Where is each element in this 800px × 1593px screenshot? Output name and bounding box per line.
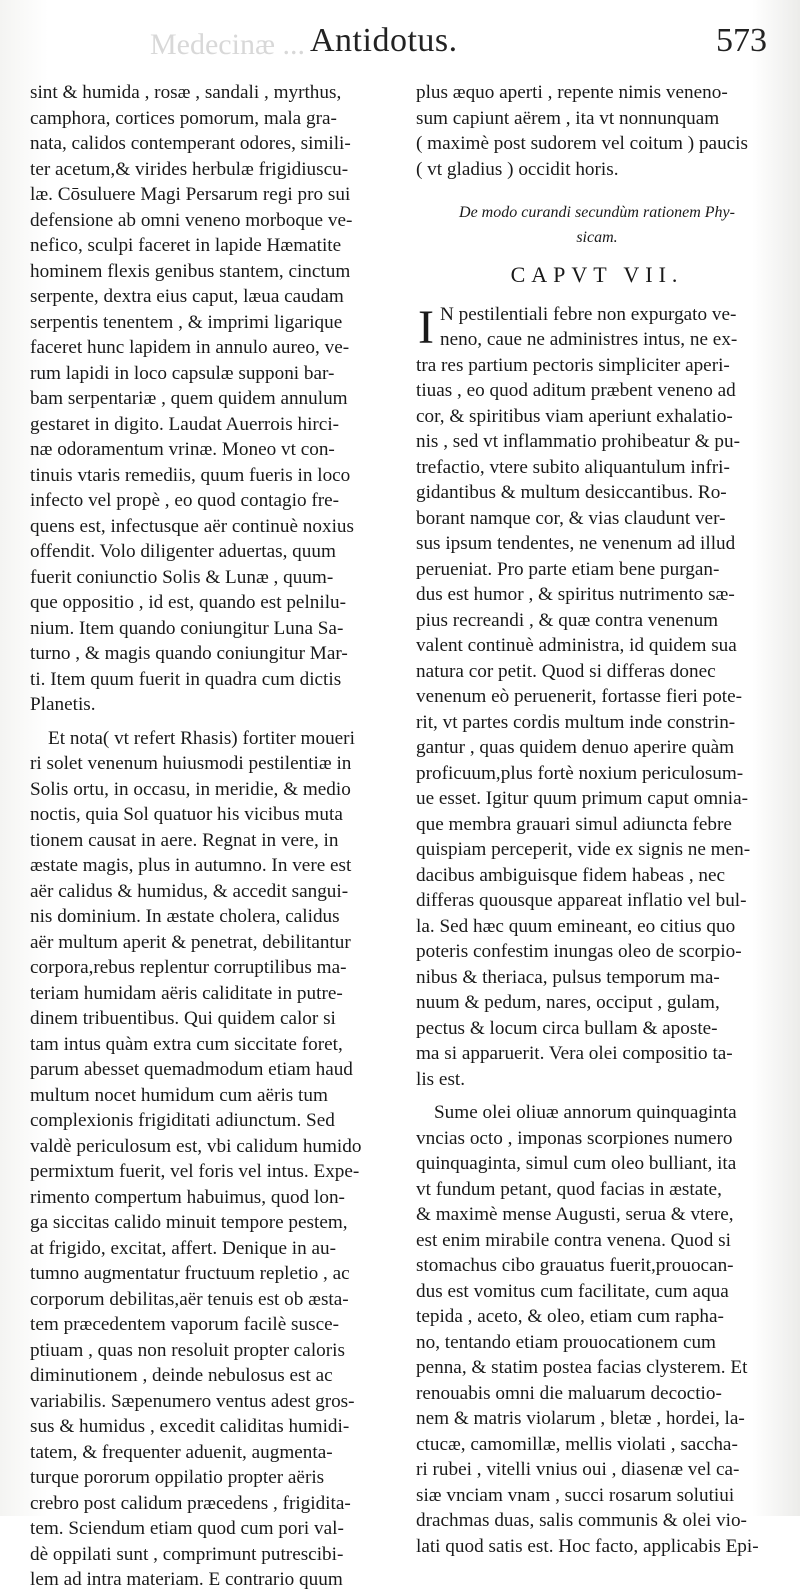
bleed-through-text: Medecinæ ... — [150, 28, 305, 61]
text-line: gidantibus & multum desiccantibus. Ro- — [416, 482, 727, 503]
text-line: penna, & statim postea facias clysterem. Et — [416, 1357, 748, 1378]
drop-cap: I — [418, 300, 434, 354]
text-line: quens est, infectusque aër continuè noxius — [30, 515, 354, 537]
text-line: vncias octo , imponas scorpiones numero — [416, 1127, 733, 1149]
text-line: stomachus cibo grauatus fuerit,prouocan- — [416, 1255, 734, 1276]
text-line: nis dominium. In æstate cholera, calidus — [30, 906, 340, 927]
text-line: ter acetum,& virides herbulæ frigidiuscu- — [30, 158, 349, 180]
text-line: aër multum aperit & penetrat, debilitantur — [30, 931, 351, 953]
text-line: nefico, sculpi faceret in lapide Hæmatite — [30, 235, 342, 256]
text-line: Solis ortu, in occasu, in meridie, & medio — [30, 778, 351, 800]
text-line: sus ipsum tendentes, ne venenum ad illud — [416, 533, 736, 554]
text-line: natura cor petit. Quod si differas donec — [416, 660, 716, 682]
text-line: differas quousque appareat inflatio vel bul- — [416, 890, 747, 911]
text-line: & maximè mense Augusti, serua & vtere, — [416, 1204, 734, 1225]
text-line: pius recreandi , & quæ contra venenum — [416, 609, 719, 631]
section-subtitle — [416, 200, 778, 250]
text-line: lis est. — [416, 1068, 466, 1090]
text-line: neno, caue ne administres intus, ne ex- — [439, 329, 738, 350]
text-line: perueniat. Pro parte etiam bene purgan- — [416, 558, 720, 580]
text-line: ma si apparuerit. Vera olei compositio ta- — [416, 1043, 733, 1064]
text-line: vt fundum petant, quod facias in æstate, — [416, 1178, 722, 1200]
text-line: tra res partium pectoris simpliciter aperi- — [416, 354, 730, 376]
subtitle-line: sicam. — [576, 229, 618, 246]
text-line: ( vt gladius ) occidit horis. — [416, 158, 619, 180]
text-line: crebro post calidum præcedens , frigidita- — [30, 1492, 351, 1514]
text-line: offendit. Volo diligenter aduertas, quum — [30, 541, 336, 562]
text-line: nuum & pedum, nares, occiput , gulam, — [416, 992, 720, 1013]
text-line: dus est vomitus cum facilitate, cum aqua — [416, 1280, 729, 1302]
text-line: ctucæ, camomillæ, mellis violati , saccha- — [416, 1433, 738, 1455]
right-intro-paragraph — [416, 80, 778, 182]
text-line: rum lapidi in loco capsulæ supponi bar- — [30, 362, 335, 384]
text-line: permixtum fuerit, vel foris vel intus. Expe- — [30, 1161, 360, 1182]
text-line: ri solet venenum huiusmodi pestilentiæ in — [30, 753, 352, 774]
text-line: bam serpentariæ , quem quidem annulum — [30, 388, 348, 409]
text-line: N pestilentiali febre non expurgato ve- — [439, 303, 737, 325]
text-line: defensione ab omni veneno morboque ve- — [30, 209, 353, 231]
text-line: at frigido, excitat, affert. Denique in au- — [30, 1237, 336, 1259]
chapter-heading: CAPVT VII. — [510, 262, 684, 287]
text-line: hominem flexis genibus stantem, cinctum — [30, 260, 351, 282]
right-column — [416, 80, 778, 1559]
text-line: serpente, dextra eius caput, læua caudam — [30, 286, 344, 307]
text-line: corporum debilitas,aër tenuis est ob æsta- — [30, 1288, 349, 1310]
text-line: Et nota( vt refert Rhasis) fortiter moueri — [48, 727, 355, 749]
text-line: tepida , aceto, & oleo, etiam cum rapha- — [416, 1306, 724, 1327]
text-line: rimento compertum habuimus, quod lon- — [30, 1186, 345, 1208]
text-line: quinquaginta, simul cum oleo bulliant, ita — [416, 1153, 737, 1174]
text-line: cor, & spiritibus viam aperiunt exhalatio- — [416, 405, 733, 427]
text-line: ptiuam , quas non resoluit propter caloris — [30, 1339, 345, 1361]
text-line: serpentis tenentem , & imprimi ligarique — [30, 311, 343, 333]
text-line: valent continuè administra, id quidem sua — [416, 635, 737, 656]
text-line: camphora, cortices pomorum, mala gra- — [30, 107, 337, 129]
text-line: siæ vnciam vnam , succi rosarum solutiui — [416, 1484, 735, 1506]
text-line: sint & humida , rosæ , sandali , myrthus, — [30, 82, 342, 103]
text-line: turque pororum oppilatio propter aëris — [30, 1467, 325, 1488]
text-line: tinuis vtaris remediis, quum fueris in loco — [30, 464, 351, 486]
text-line: ga siccitas calido minuit tempore pestem, — [30, 1212, 348, 1233]
text-line: quispiam perceperit, vide ex signis ne men- — [416, 839, 751, 860]
text-line: fuerit coniunctio Solis & Lunæ , quum- — [30, 566, 334, 588]
text-line: nium. Item quando coniungitur Luna Sa- — [30, 617, 344, 639]
text-line: gantur , quas quidem denuo aperire quàm — [416, 737, 735, 758]
text-line: tatem, & frequenter aduenit, augmenta- — [30, 1441, 333, 1463]
left-paragraph-2 — [30, 726, 392, 1593]
left-column — [30, 80, 392, 1593]
text-line: corpora,rebus replentur corruptilibus ma- — [30, 957, 347, 978]
text-line: no, tentando etiam prouocationem cum — [416, 1331, 716, 1353]
text-line: infecto vel propè , eo quod contagio fre- — [30, 490, 340, 511]
text-line: Planetis. — [30, 694, 96, 715]
text-line: faceret hunc lapidem in annulo aureo, ve- — [30, 337, 350, 358]
text-line: que membra grauari simul adiuncta febre — [416, 813, 732, 835]
text-line: proficuum,plus fortè noxium periculosum- — [416, 762, 744, 784]
text-line: teriam humidam aëris caliditate in putre- — [30, 982, 343, 1004]
text-line: sus & humidus , excedit caliditas humidi- — [30, 1416, 350, 1437]
text-line: næ odoramentum vrinæ. Moneo vt con- — [30, 439, 335, 460]
text-line: æstate magis, plus in autumno. In vere est — [30, 855, 352, 876]
subtitle-line: De modo curandi secundùm rationem Phy- — [459, 204, 735, 221]
text-line: dacibus ambiguisque fidem habeas , nec — [416, 864, 726, 886]
text-line: tam intus quàm extra cum siccitate foret, — [30, 1033, 343, 1055]
text-line: venenum eò peruenerit, fortasse fieri pote- — [416, 686, 743, 707]
text-line: variabilis. Sæpenumero ventus adest gros- — [30, 1390, 355, 1412]
text-line: læ. Cōsuluere Magi Persarum regi pro sui — [30, 184, 351, 205]
text-line: dè oppilati sunt , comprimunt putrescibi- — [30, 1543, 344, 1565]
right-final-paragraph — [416, 1100, 778, 1559]
text-line: tionem causat in aere. Regnat in vere, in — [30, 829, 339, 851]
text-line: pectus & locum circa bullam & aposte- — [416, 1017, 718, 1039]
text-line: tumno augmentatur fructuum repletio , ac — [30, 1263, 350, 1284]
text-line: ti. Item quum fuerit in quadra cum dictis — [30, 668, 342, 690]
text-line: sum capiunt aërem , ita vt nonnunquam — [416, 107, 720, 129]
text-line: renouabis omni die maluarum decoctio- — [416, 1382, 722, 1404]
text-line: la. Sed hæc quum emineant, eo citius quo — [416, 915, 736, 937]
text-line: nibus & theriaca, pulsus temporum ma- — [416, 966, 720, 988]
text-line: lem ad intra materiam. E contrario quum — [30, 1569, 343, 1590]
text-line: aër calidus & humidus, & accedit sangui- — [30, 880, 349, 902]
text-line: multum nocet humidum cum aëris tum — [30, 1084, 328, 1106]
text-line: valdè periculosum est, vbi calidum humido — [30, 1135, 362, 1157]
text-line: plus æquo aperti , repente nimis veneno- — [416, 82, 728, 103]
text-line: gestaret in digito. Laudat Auerrois hirci- — [30, 413, 340, 435]
text-line: turno , & magis quando coniungitur Mar- — [30, 643, 348, 664]
text-line: borant namque cor, & vias claudunt ver- — [416, 507, 726, 529]
text-line: ue esset. Igitur quum primum caput omnia- — [416, 788, 748, 809]
text-line: tiuas , eo quod aditum præbent veneno ad — [416, 380, 736, 401]
text-line: que oppositio , id est, quando est pelnilu- — [30, 592, 347, 613]
text-line: parum abesset quemadmodum etiam haud — [30, 1059, 353, 1080]
text-line: noctis, quia Sol quatuor his vicibus muta — [30, 804, 343, 825]
text-line: tem præcedentem vaporum facilè susce- — [30, 1314, 340, 1335]
left-paragraph-1 — [30, 80, 392, 718]
running-head: Antidotus. — [310, 22, 458, 59]
text-line: ri rubei , vitelli vnius oui , diasenæ vel ca- — [416, 1459, 740, 1480]
text-line: Sume olei oliuæ annorum quinquaginta — [434, 1102, 737, 1123]
text-line: diminutionem , deinde nebulosus est ac — [30, 1365, 333, 1386]
text-line: nem & matris violarum , bletæ , hordei, la- — [416, 1408, 745, 1429]
text-line: dus est humor , & spiritus nutrimento sæ- — [416, 584, 735, 605]
text-line: nis , sed vt inflammatio prohibeatur & pu- — [416, 431, 740, 452]
text-line: lati quod satis est. Hoc facto, applicabis Epi- — [416, 1535, 759, 1557]
text-line: poteris confestim inungas oleo de scorpio- — [416, 941, 742, 962]
text-line: complexionis frigiditati adiunctum. Sed — [30, 1110, 335, 1131]
text-line: est enim mirabile contra venena. Quod si — [416, 1229, 731, 1251]
chapter-paragraph — [416, 302, 778, 1093]
text-line: nata, calidos contemperant odores, simili- — [30, 133, 351, 154]
text-line: drachmas duas, salis communis & olei vio- — [416, 1510, 747, 1531]
page-number: 573 — [716, 22, 767, 59]
text-line: trefactio, vtere subito aliquantulum infri- — [416, 456, 730, 478]
text-line: ( maximè post sudorem vel coitum ) paucis — [416, 133, 748, 154]
text-line: dinem tribuentibus. Qui quidem calor si — [30, 1008, 336, 1029]
text-line: tem. Sciendum etiam quod cum pori val- — [30, 1518, 344, 1539]
text-line: rit, vt partes cordis multum inde constrin- — [416, 711, 736, 733]
